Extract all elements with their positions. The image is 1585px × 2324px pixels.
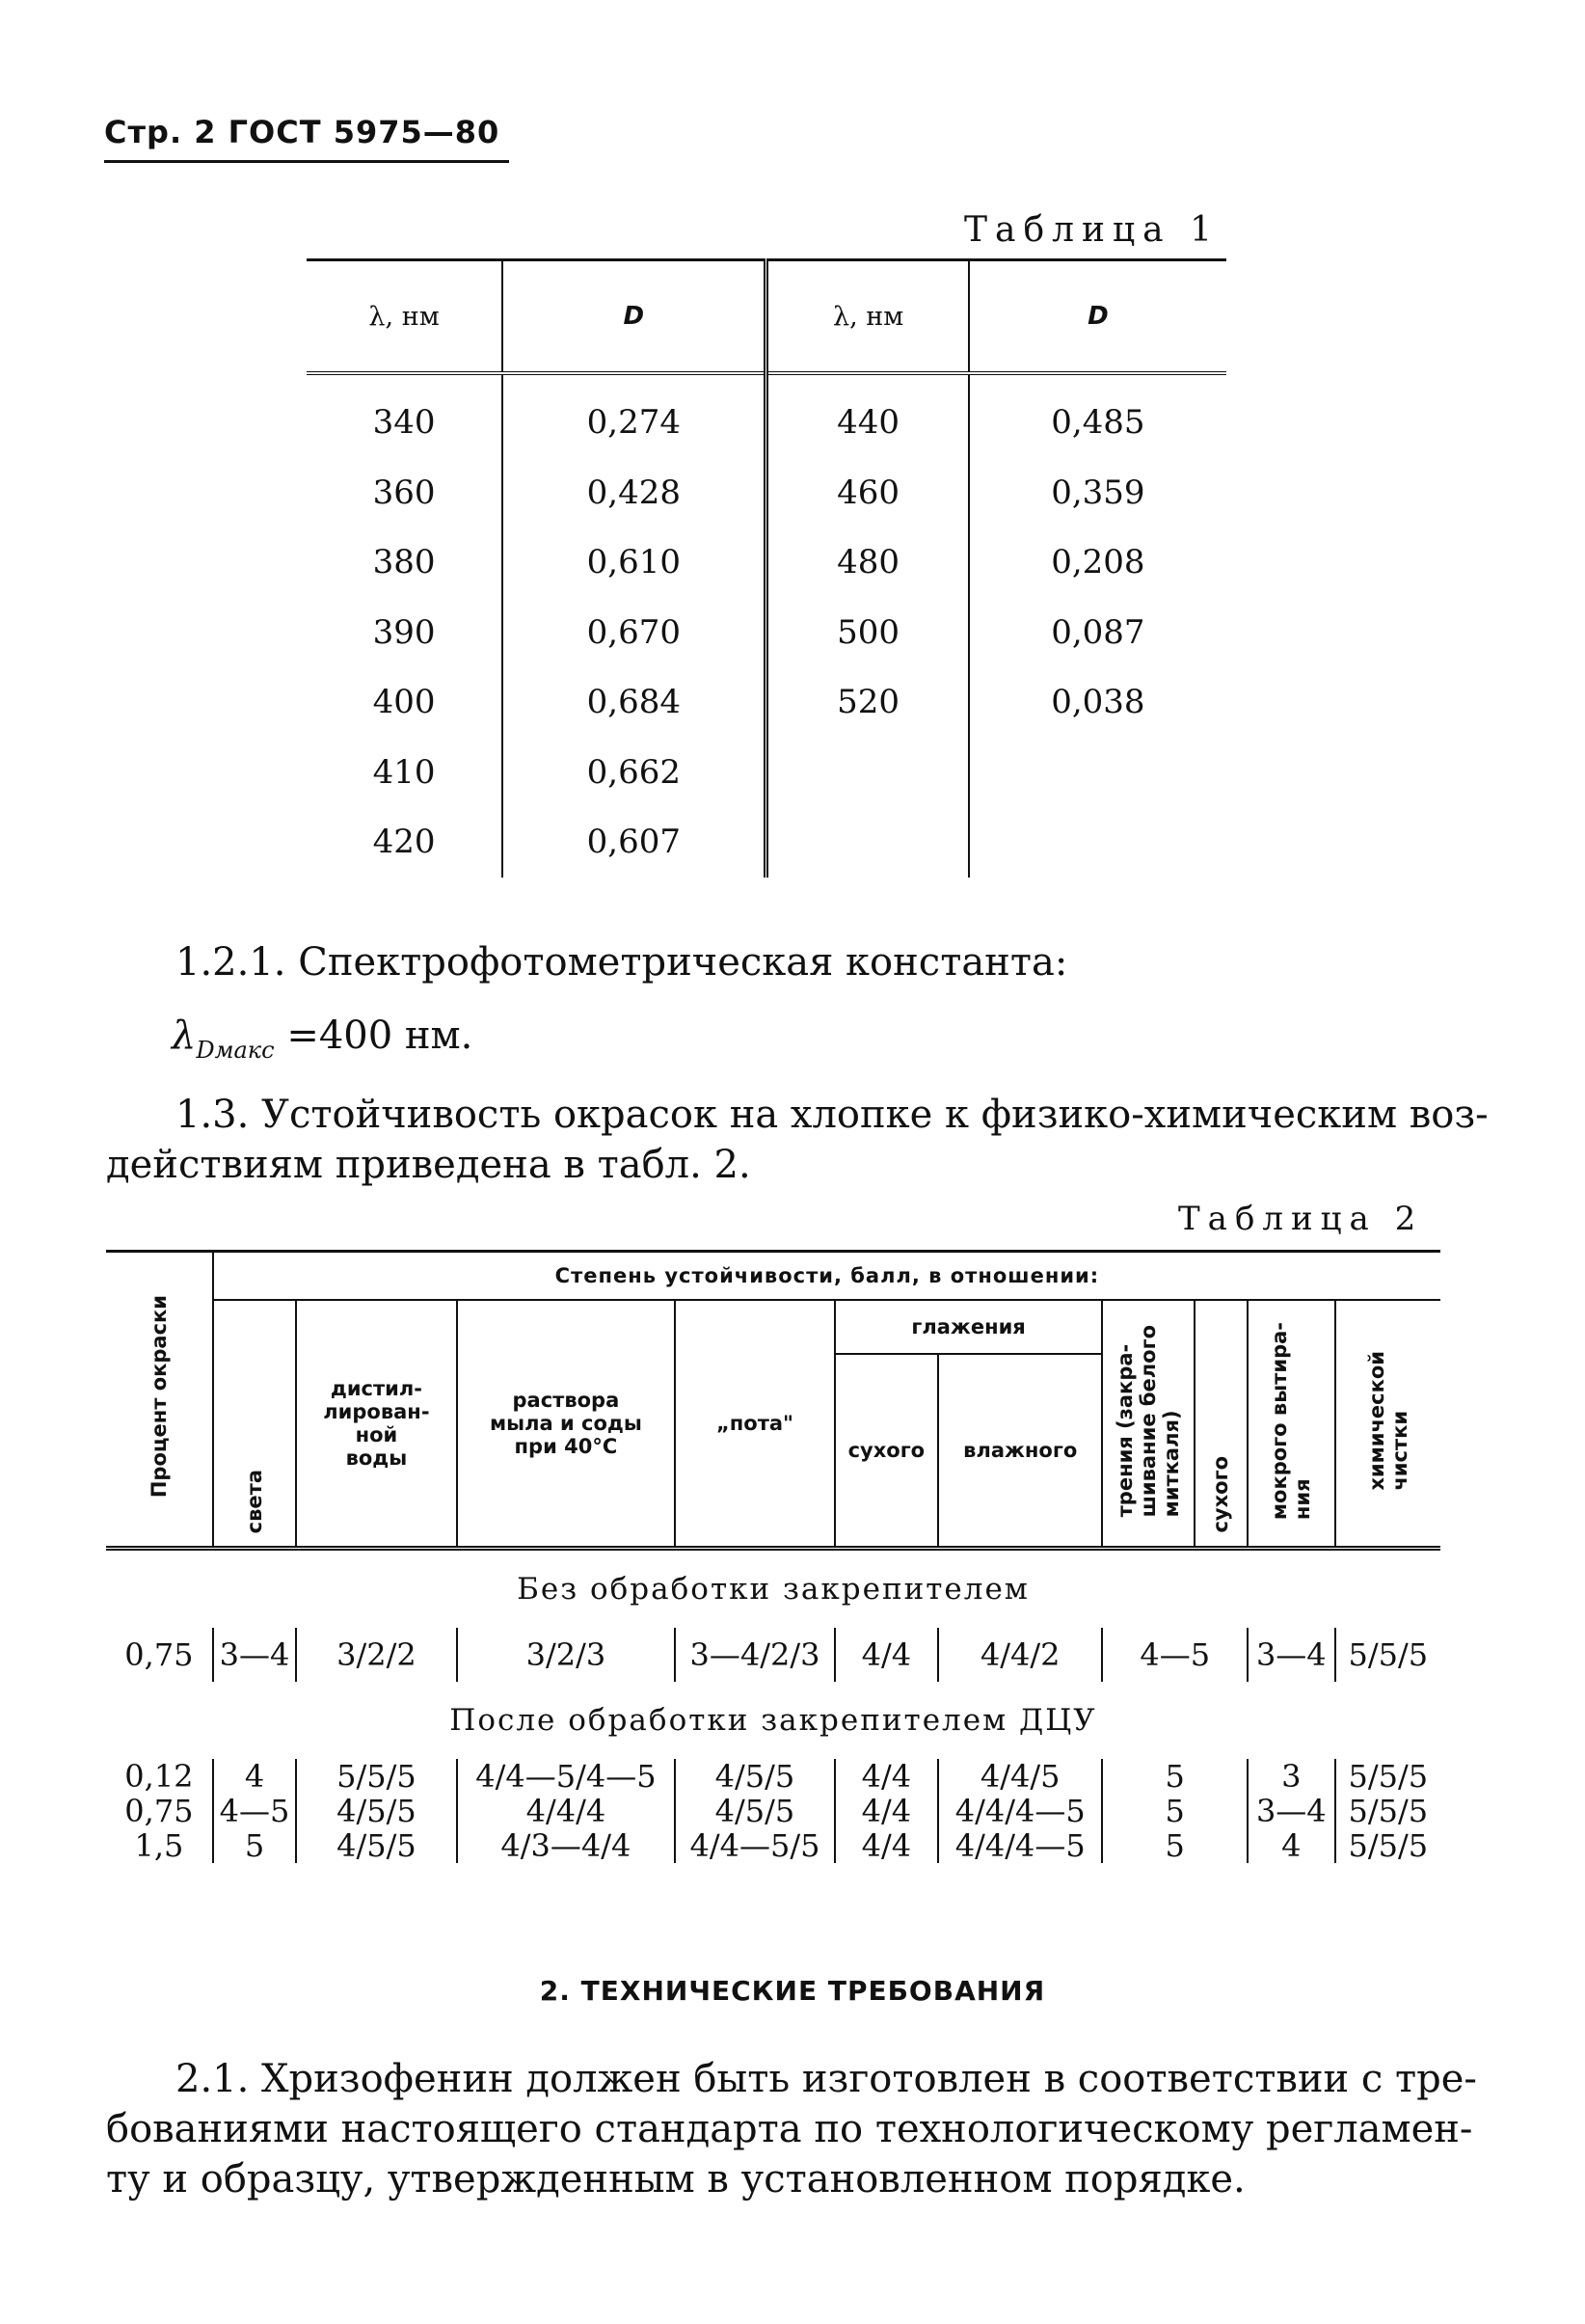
table1-cell: 0,038 — [1051, 683, 1145, 722]
table2-cell: 0,75 — [124, 1793, 194, 1829]
table2-cell: 4 — [213, 1759, 296, 1794]
table1-cell: 0,670 — [502, 598, 766, 668]
table2-cell: 4/4—5/5 — [675, 1828, 835, 1863]
table1-col-d-1: D — [502, 260, 766, 374]
table2-header-friction-dry — [1195, 1300, 1248, 1549]
page-number: Стр. 2 — [104, 114, 217, 150]
table2-cell: 4/3—4/4 — [457, 1828, 676, 1863]
table2-cell: 4/4 — [835, 1628, 938, 1682]
table2-cell: 0,12 — [124, 1758, 194, 1795]
table1-col-lambda-2: λ, нм — [766, 260, 969, 374]
table2-cell: 4/4—5/4—5 — [457, 1759, 676, 1794]
table2-cell: 3/2/3 — [457, 1628, 676, 1682]
table-row — [106, 1759, 1440, 1794]
table1-cell: 460 — [766, 458, 969, 528]
table1-cell: 440 — [766, 373, 969, 458]
table1-cell: 340 — [307, 373, 502, 458]
table1-cell — [766, 738, 969, 808]
table2-cell: 4/4 — [835, 1828, 938, 1863]
table2-cell: 4/5/5 — [675, 1759, 835, 1794]
table1-cell: 0,274 — [502, 373, 766, 458]
table1-cell — [969, 738, 1226, 808]
formula-symbol: λ — [172, 1013, 197, 1058]
table2-cell: 4—5 — [213, 1794, 296, 1828]
table2 — [106, 1250, 1440, 1863]
table2-cell: 3/2/2 — [296, 1628, 456, 1682]
paragraph-1-3-line2: действиям приведена в табл. 2. — [106, 1143, 751, 1187]
table2-cell: 5/5/5 — [1335, 1794, 1440, 1828]
table1-cell: 0,359 — [1051, 473, 1145, 512]
table2-header-light — [213, 1300, 296, 1549]
table2-header-soap: раствора мыла и соды при 40°C — [457, 1300, 676, 1549]
table2-header-ironing: глажения — [835, 1300, 1103, 1354]
table1-cell: 400 — [307, 667, 502, 738]
table2-header-chemical-text: химической чистки — [1364, 1351, 1411, 1491]
table2-cell: 5/5/5 — [1335, 1759, 1440, 1794]
table2-cell: 4/5/5 — [296, 1794, 456, 1828]
table2-header-friction-dry-text: сухого — [1209, 1456, 1233, 1533]
table-row — [307, 598, 1226, 668]
table1-cell: 380 — [307, 527, 502, 598]
table2-cell: 4/4 — [835, 1759, 938, 1794]
table1-cell: 0,684 — [502, 667, 766, 738]
table2-cell: 4/4/4 — [457, 1794, 676, 1828]
table2-section-untreated: Без обработки закрепителем — [517, 1572, 1030, 1607]
table2-header-light-text: света — [243, 1469, 267, 1533]
table2-cell: 5 — [213, 1828, 296, 1863]
table2-cell: 4/5/5 — [675, 1794, 835, 1828]
table-row — [307, 807, 1226, 878]
table2-header-group: Степень устойчивости, балл, в отношении: — [213, 1252, 1440, 1301]
table1-cell: 0,208 — [1051, 543, 1145, 582]
paragraph-1-2-1: 1.2.1. Спектрофотометрическая константа: — [175, 940, 1068, 985]
table1-cell: 390 — [307, 598, 502, 668]
table2-header-distilled: дистил- лирован- ной воды — [296, 1300, 456, 1549]
table-row — [106, 1794, 1440, 1828]
table1-cell: 500 — [766, 598, 969, 668]
table2-cell: 5 — [1102, 1794, 1247, 1828]
paragraph-2-1-line3: ту и образцу, утвержденным в установленном порядке. — [106, 2157, 1246, 2202]
table1-cell — [969, 807, 1226, 878]
table-row — [307, 458, 1226, 528]
table2-cell: 1,5 — [134, 1827, 184, 1864]
table1-cell: 420 — [307, 807, 502, 878]
table-row — [106, 1828, 1440, 1863]
table2-cell: 4/5/5 — [296, 1828, 456, 1863]
table1-cell: 410 — [307, 738, 502, 808]
table1-cell: 0,087 — [1051, 612, 1145, 652]
table-row — [307, 738, 1226, 808]
table2-cell: 4—5 — [1102, 1628, 1247, 1682]
formula-value: =400 нм. — [286, 1013, 473, 1058]
table1-cell: 520 — [766, 667, 969, 738]
table2-cell: 4 — [1248, 1828, 1335, 1863]
table2-cell: 3—4 — [213, 1628, 296, 1682]
table2-section-treated: После обработки закрепителем ДЦУ — [449, 1703, 1097, 1738]
table2-cell: 3—4 — [1248, 1794, 1335, 1828]
table2-cell: 4/4 — [835, 1794, 938, 1828]
table1-cell: 0,485 — [1051, 403, 1145, 443]
table2-cell: 3—4/2/3 — [675, 1628, 835, 1682]
table2-header-friction-wet-text: мокрого вытира- ния — [1268, 1321, 1315, 1521]
table2-cell: 5 — [1102, 1759, 1247, 1794]
table1 — [307, 258, 1226, 878]
section-heading: 2. ТЕХНИЧЕСКИЕ ТРЕБОВАНИЯ — [539, 1975, 1046, 2007]
table2-cell: 4/4/5 — [938, 1759, 1102, 1794]
paragraph-1-3-line1: 1.3. Устойчивость окрасок на хлопке к физико-химическим воз- — [175, 1093, 1489, 1137]
table1-col-d-2: D — [1088, 302, 1109, 331]
table2-header-ironing-wet: влажного — [938, 1354, 1102, 1549]
paragraph-2-1-line1: 2.1. Хризофенин должен быть изготовлен в соответствии с тре- — [175, 2057, 1477, 2101]
table2-header-percent — [106, 1252, 213, 1549]
table1-cell: 0,428 — [502, 458, 766, 528]
table2-cell: 5/5/5 — [296, 1759, 456, 1794]
table2-cell: 4/4/2 — [938, 1628, 1102, 1682]
formula-lambda-max — [172, 1009, 472, 1077]
table2-cell: 0,75 — [124, 1636, 194, 1673]
table2-header-friction — [1102, 1300, 1194, 1549]
table1-cell: 0,607 — [502, 807, 766, 878]
table-row — [307, 373, 1226, 458]
table1-cell — [766, 807, 969, 878]
header-rule — [104, 160, 509, 163]
table2-cell: 5 — [1102, 1828, 1247, 1863]
table2-cell: 4/4/4—5 — [938, 1828, 1102, 1863]
table2-header-friction-text: трения (закра- шивание белого миткаля) — [1114, 1324, 1184, 1518]
table1-col-lambda-1: λ, нм — [307, 260, 502, 374]
table2-header-percent-text: Процент окраски — [147, 1295, 171, 1499]
table1-cell: 360 — [307, 458, 502, 528]
table1-cell: 0,610 — [502, 527, 766, 598]
table2-cell: 5/5/5 — [1335, 1628, 1440, 1682]
table-row — [307, 527, 1226, 598]
table1-cell: 0,662 — [502, 738, 766, 808]
table2-cell: 5/5/5 — [1335, 1828, 1440, 1863]
table1-caption: Таблица 1 — [964, 210, 1220, 250]
table-row — [307, 667, 1226, 738]
paragraph-2-1-line2: бованиями настоящего стандарта по технологическому регламен- — [106, 2107, 1473, 2151]
table-row — [106, 1628, 1440, 1682]
table2-cell: 4/4/4—5 — [938, 1794, 1102, 1828]
table2-header-chemical — [1335, 1300, 1440, 1549]
table1-cell: 480 — [766, 527, 969, 598]
table2-header-ironing-dry: сухого — [835, 1354, 938, 1549]
table2-header-friction-wet — [1248, 1300, 1335, 1549]
standard-number: ГОСТ 5975—80 — [228, 114, 500, 150]
formula-subscript: Dмакс — [196, 1037, 275, 1064]
page-header — [104, 114, 499, 150]
table2-cell: 3 — [1248, 1759, 1335, 1794]
table2-header-sweat: „пота" — [675, 1300, 835, 1549]
table2-caption: Таблица 2 — [1178, 1200, 1424, 1238]
table2-cell: 3—4 — [1248, 1628, 1335, 1682]
